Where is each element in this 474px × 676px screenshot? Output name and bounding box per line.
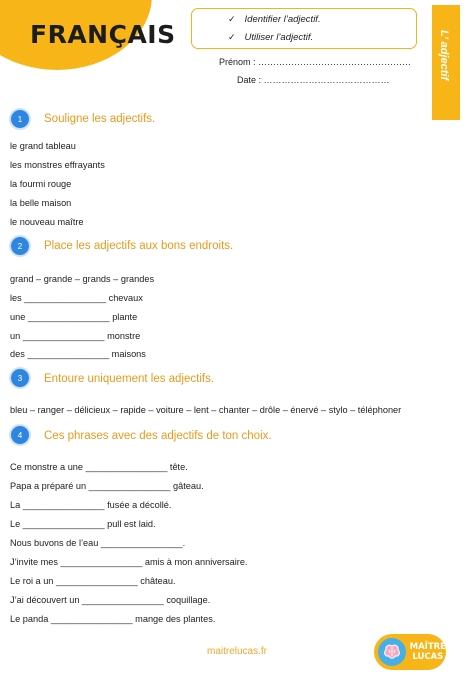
fill-blank-line[interactable]: J’invite mes ________________ amis à mon anniversaire. (10, 557, 248, 567)
fill-blank-line[interactable]: Papa a préparé un ________________ gâteau. (10, 481, 204, 491)
objective-item (228, 14, 321, 25)
logo-line: MAÎTRE (409, 642, 446, 652)
brand-logo (374, 634, 446, 670)
section-number-badge: 4 (9, 424, 31, 446)
exercise-line: les monstres effrayants (10, 160, 105, 170)
exercise-line: le nouveau maître (10, 217, 84, 227)
brain-icon-shape (383, 644, 401, 660)
section-title: Souligne les adjectifs. (44, 113, 156, 125)
section-title: Ces phrases avec des adjectifs de ton choix. (44, 430, 272, 442)
word-bank: grand – grande – grands – grandes (10, 274, 155, 284)
exercise-line: la belle maison (10, 198, 72, 208)
footer-site-link[interactable]: maitrelucas.fr (206, 646, 267, 657)
exercise-line: la fourmi rouge (10, 179, 72, 189)
fill-blank-line[interactable]: Ce monstre a une ________________ tête. (10, 462, 188, 472)
prenom-field[interactable]: Prénom : …………………………………………… (219, 57, 412, 67)
fill-blank-line[interactable]: Le roi a un ________________ château. (10, 576, 176, 586)
exercise-line: le grand tableau (10, 141, 76, 151)
check-icon: ✓ (228, 14, 236, 24)
section-number-badge: 3 (9, 367, 31, 389)
objective-item (228, 32, 313, 43)
word-list: bleu – ranger – délicieux – rapide – voiture – lent – chanter – drôle – énervé – stylo – téléphoner (10, 405, 402, 415)
section-number-badge: 2 (9, 235, 31, 257)
fill-blank-line[interactable]: La ________________ fusée a décollé. (10, 500, 172, 510)
brain-icon (378, 638, 406, 666)
sidebar-title: L’ adjectif (438, 30, 450, 81)
objectives-box (191, 8, 417, 49)
section-title: Entoure uniquement les adjectifs. (44, 373, 215, 385)
brand-title: FRANÇAIS (30, 20, 176, 49)
fill-blank-line[interactable]: J’ai découvert un ________________ coquillage. (10, 595, 211, 605)
fill-blank-line[interactable]: Le ________________ pull est laid. (10, 519, 156, 529)
logo-text (410, 642, 446, 662)
fill-blank-line[interactable]: les ________________ chevaux (10, 293, 143, 303)
objective-text: Identifier l’adjectif. (244, 14, 321, 25)
fill-blank-line[interactable]: Le panda ________________ mange des plantes. (10, 614, 216, 624)
logo-line: LUCAS (412, 652, 444, 662)
section-number-badge: 1 (9, 108, 31, 130)
fill-blank-line[interactable]: un ________________ monstre (10, 331, 141, 341)
section-title: Place les adjectifs aux bons endroits. (44, 240, 234, 252)
fill-blank-line[interactable]: une ________________ plante (10, 312, 138, 322)
check-icon: ✓ (228, 32, 236, 42)
fill-blank-line[interactable]: des ________________ maisons (10, 349, 146, 359)
date-field[interactable]: Date : …………………………………… (237, 75, 390, 85)
objective-text: Utiliser l’adjectif. (244, 32, 314, 43)
fill-blank-line[interactable]: Nous buvons de l’eau ________________. (10, 538, 186, 548)
